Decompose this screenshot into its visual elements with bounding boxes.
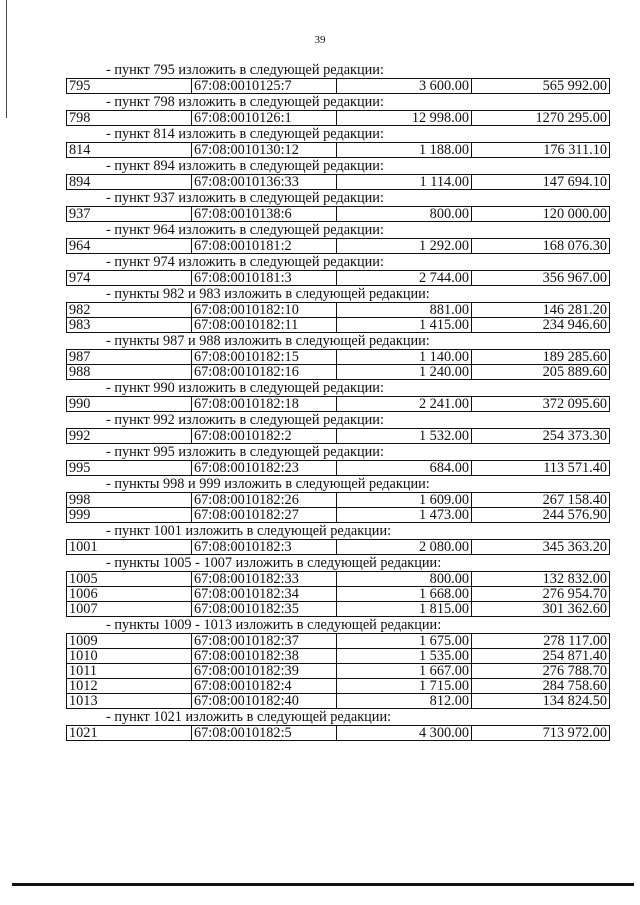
amendment-table [66,633,610,709]
cadastral-number-cell: 67:08:0010182:10 [192,303,337,318]
table-row [67,239,610,254]
amendment-table [66,174,610,190]
value-cell: 276 954.70 [472,587,610,602]
value-cell: 565 992.00 [472,79,610,94]
item-number-cell: 1011 [67,664,192,679]
item-number-cell: 974 [67,271,192,286]
value-cell: 146 281.20 [472,303,610,318]
value-cell: 134 824.50 [472,694,610,709]
item-number-cell: 798 [67,111,192,126]
amendment-heading: - пункт 798 изложить в следующей редакции: [106,94,384,110]
area-cell: 1 609.00 [337,493,472,508]
table-row [67,397,610,412]
cadastral-number-cell: 67:08:0010182:23 [192,461,337,476]
amendment-heading: - пункт 814 изложить в следующей редакции: [106,126,384,142]
item-number-cell: 990 [67,397,192,412]
value-cell: 284 758.60 [472,679,610,694]
cadastral-number-cell: 67:08:0010138:6 [192,207,337,222]
table-row [67,350,610,365]
item-number-cell: 1010 [67,649,192,664]
value-cell: 205 889.60 [472,365,610,380]
amendment-heading: - пункты 1005 - 1007 изложить в следующей редакции: [106,555,442,571]
cadastral-number-cell: 67:08:0010182:34 [192,587,337,602]
item-number-cell: 1013 [67,694,192,709]
item-number-cell: 988 [67,365,192,380]
amendment-table [66,302,610,333]
area-cell: 1 415.00 [337,318,472,333]
area-cell: 12 998.00 [337,111,472,126]
table-row [67,634,610,649]
item-number-cell: 992 [67,429,192,444]
amendment-table [66,571,610,617]
item-number-cell: 987 [67,350,192,365]
table-row [67,602,610,617]
item-number-cell: 814 [67,143,192,158]
area-cell: 684.00 [337,461,472,476]
cadastral-number-cell: 67:08:0010182:26 [192,493,337,508]
area-cell: 1 292.00 [337,239,472,254]
cadastral-number-cell: 67:08:0010182:16 [192,365,337,380]
amendment-table [66,460,610,476]
value-cell: 176 311.10 [472,143,610,158]
item-number-cell: 1021 [67,726,192,741]
value-cell: 120 000.00 [472,207,610,222]
document-body [66,62,610,741]
area-cell: 881.00 [337,303,472,318]
table-row [67,649,610,664]
amendment-heading: - пункты 987 и 988 изложить в следующей редакции: [106,333,430,349]
cadastral-number-cell: 67:08:0010182:39 [192,664,337,679]
item-number-cell: 995 [67,461,192,476]
amendment-heading: - пункт 937 изложить в следующей редакции: [106,190,384,206]
amendment-table [66,396,610,412]
amendment-heading: - пункт 964 изложить в следующей редакции: [106,222,384,238]
value-cell: 1270 295.00 [472,111,610,126]
amendment-table [66,238,610,254]
cadastral-number-cell: 67:08:0010181:2 [192,239,337,254]
value-cell: 234 946.60 [472,318,610,333]
area-cell: 1 675.00 [337,634,472,649]
area-cell: 1 715.00 [337,679,472,694]
cadastral-number-cell: 67:08:0010136:33 [192,175,337,190]
area-cell: 2 744.00 [337,271,472,286]
cadastral-number-cell: 67:08:0010182:38 [192,649,337,664]
item-number-cell: 1001 [67,540,192,555]
item-number-cell: 894 [67,175,192,190]
value-cell: 244 576.90 [472,508,610,523]
amendment-table [66,539,610,555]
cadastral-number-cell: 67:08:0010182:35 [192,602,337,617]
table-row [67,175,610,190]
table-row [67,572,610,587]
item-number-cell: 982 [67,303,192,318]
cadastral-number-cell: 67:08:0010182:15 [192,350,337,365]
cadastral-number-cell: 67:08:0010125:7 [192,79,337,94]
value-cell: 276 788.70 [472,664,610,679]
amendment-heading: - пункт 894 изложить в следующей редакции: [106,158,384,174]
cadastral-number-cell: 67:08:0010182:40 [192,694,337,709]
value-cell: 356 967.00 [472,271,610,286]
amendment-table [66,428,610,444]
cadastral-number-cell: 67:08:0010182:37 [192,634,337,649]
table-row [67,461,610,476]
table-row [67,79,610,94]
area-cell: 800.00 [337,572,472,587]
table-row [67,540,610,555]
page-number: 39 [314,34,326,46]
value-cell: 254 373.30 [472,429,610,444]
cadastral-number-cell: 67:08:0010182:2 [192,429,337,444]
area-cell: 4 300.00 [337,726,472,741]
table-row [67,143,610,158]
table-row [67,726,610,741]
amendment-table [66,725,610,741]
amendment-heading: - пункт 995 изложить в следующей редакции: [106,444,384,460]
value-cell: 372 095.60 [472,397,610,412]
table-row [67,271,610,286]
value-cell: 345 363.20 [472,540,610,555]
area-cell: 1 667.00 [337,664,472,679]
amendment-heading: - пункты 998 и 999 изложить в следующей редакции: [106,476,430,492]
table-row [67,303,610,318]
value-cell: 713 972.00 [472,726,610,741]
amendment-table [66,270,610,286]
amendment-heading: - пункт 1021 изложить в следующей редакции: [106,709,392,725]
value-cell: 189 285.60 [472,350,610,365]
item-number-cell: 1009 [67,634,192,649]
table-row [67,207,610,222]
value-cell: 132 832.00 [472,572,610,587]
area-cell: 1 815.00 [337,602,472,617]
amendment-table [66,142,610,158]
value-cell: 267 158.40 [472,493,610,508]
value-cell: 278 117.00 [472,634,610,649]
area-cell: 800.00 [337,207,472,222]
area-cell: 1 535.00 [337,649,472,664]
item-number-cell: 1012 [67,679,192,694]
table-row [67,111,610,126]
cadastral-number-cell: 67:08:0010182:4 [192,679,337,694]
table-row [67,493,610,508]
area-cell: 2 080.00 [337,540,472,555]
amendment-heading: - пункты 982 и 983 изложить в следующей редакции: [106,286,430,302]
area-cell: 1 473.00 [337,508,472,523]
value-cell: 113 571.40 [472,461,610,476]
cadastral-number-cell: 67:08:0010182:18 [192,397,337,412]
item-number-cell: 999 [67,508,192,523]
area-cell: 3 600.00 [337,79,472,94]
amendment-table [66,492,610,523]
cadastral-number-cell: 67:08:0010182:5 [192,726,337,741]
value-cell: 254 871.40 [472,649,610,664]
amendment-table [66,78,610,94]
area-cell: 1 532.00 [337,429,472,444]
value-cell: 147 694.10 [472,175,610,190]
item-number-cell: 795 [67,79,192,94]
amendment-heading: - пункт 795 изложить в следующей редакции: [106,62,384,78]
item-number-cell: 998 [67,493,192,508]
cadastral-number-cell: 67:08:0010130:12 [192,143,337,158]
table-row [67,318,610,333]
amendment-heading: - пункт 974 изложить в следующей редакции: [106,254,384,270]
left-margin-rule [6,0,7,118]
area-cell: 812.00 [337,694,472,709]
item-number-cell: 983 [67,318,192,333]
amendment-table [66,349,610,380]
cadastral-number-cell: 67:08:0010182:3 [192,540,337,555]
amendment-heading: - пункт 992 изложить в следующей редакции: [106,412,384,428]
amendment-heading: - пункт 990 изложить в следующей редакции: [106,380,384,396]
item-number-cell: 964 [67,239,192,254]
item-number-cell: 1005 [67,572,192,587]
cadastral-number-cell: 67:08:0010181:3 [192,271,337,286]
table-row [67,429,610,444]
area-cell: 2 241.00 [337,397,472,412]
area-cell: 1 188.00 [337,143,472,158]
cadastral-number-cell: 67:08:0010126:1 [192,111,337,126]
cadastral-number-cell: 67:08:0010182:11 [192,318,337,333]
table-row [67,664,610,679]
cadastral-number-cell: 67:08:0010182:27 [192,508,337,523]
table-row [67,365,610,380]
amendment-table [66,206,610,222]
item-number-cell: 1007 [67,602,192,617]
area-cell: 1 114.00 [337,175,472,190]
footer-rule [12,883,634,886]
area-cell: 1 240.00 [337,365,472,380]
amendment-heading: - пункт 1001 изложить в следующей редакции: [106,523,392,539]
value-cell: 168 076.30 [472,239,610,254]
table-row [67,508,610,523]
amendment-table [66,110,610,126]
area-cell: 1 668.00 [337,587,472,602]
table-row [67,587,610,602]
table-row [67,694,610,709]
cadastral-number-cell: 67:08:0010182:33 [192,572,337,587]
area-cell: 1 140.00 [337,350,472,365]
amendment-heading: - пункты 1009 - 1013 изложить в следующей редакции: [106,617,442,633]
value-cell: 301 362.60 [472,602,610,617]
item-number-cell: 1006 [67,587,192,602]
table-row [67,679,610,694]
item-number-cell: 937 [67,207,192,222]
